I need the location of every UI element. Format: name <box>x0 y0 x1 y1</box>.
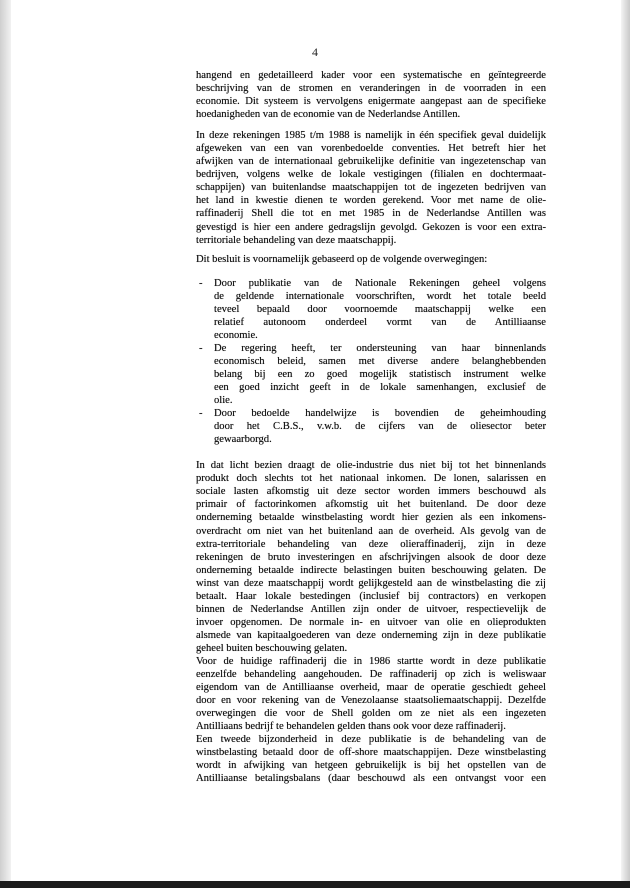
text-line: Door publikatie van de Nationale Rekeningen geheel volgens <box>214 277 546 289</box>
text-line: olie. <box>214 395 233 407</box>
text-line: betaalt. Haar lokale bestedingen (inclusief bij contractors) en verkopen <box>196 590 546 602</box>
bullet-item <box>196 277 546 342</box>
text-line: In deze rekeningen 1985 t/m 1988 is namelijk in één specifiek geval duidelijk <box>196 130 546 142</box>
text-line: Antilliaanse betalingsbalans (daar beschouwd als een ontvangst voor een <box>196 773 546 785</box>
text-line: binnen de Nederlandse Antillen zijn onder de uitvoer, respectievelijk de <box>196 603 546 615</box>
text-line: bedrijven, volgens welke de lokale vestigingen (filialen en dochtermaat- <box>196 169 546 181</box>
paragraph <box>196 655 546 733</box>
text-line: door het C.B.S., v.w.b. de cijfers van de oliesector beter <box>214 421 546 433</box>
scan-left-edge <box>0 0 11 881</box>
text-line: eenzelfde behandeling aangehouden. De raffinaderij op zich is weliswaar <box>196 669 546 681</box>
page-number: 4 <box>312 45 318 59</box>
text-line: territoriale behandeling van deze maatschappij. <box>196 234 397 246</box>
text-line: hangend en gedetailleerd kader voor een systematische en geïntegreerde <box>196 70 546 81</box>
paragraph <box>196 253 546 266</box>
paragraph <box>196 733 546 785</box>
bullet-item <box>196 407 546 446</box>
text-line: Voor de huidige raffinaderij die in 1986 startte wordt in deze publikatie <box>196 655 546 667</box>
text-line: alsmede van kapitaalgoederen van deze onderneming zijn in deze publikatie <box>196 629 546 641</box>
text-line: Een tweede bijzonderheid in deze publikatie is de behandeling van de <box>196 734 546 746</box>
text-line: invoer opgenomen. De normale in- en uitvoer van olie en olieprodukten <box>196 616 546 628</box>
text-line: extra-territoriale behandeling van deze olieraffinaderij, zijn in deze <box>196 538 546 550</box>
bullet-item <box>196 342 546 407</box>
paragraph <box>196 459 546 655</box>
paragraph <box>196 129 546 246</box>
scan-bottom-border <box>0 881 630 888</box>
text-line: sociale lasten afkomstig uit deze sector worden immers beschouwd als <box>196 486 546 498</box>
text-line: beschrijving van de stromen en veranderingen in de voorraden in een <box>196 83 546 95</box>
text-line: produkt doch slechts tot het nationaal inkomen. De lonen, salarissen en <box>196 473 546 485</box>
text-line: het land in kwestie dienen te worden gerekend. Voor met name de olie- <box>196 195 546 207</box>
text-line: winstbelasting betaald door de off-shore maatschappijen. Deze winstbelasting <box>196 747 546 759</box>
scan-right-edge <box>621 0 630 881</box>
text-line: schappijen) van buitenlandse maatschappijen tot de ingezeten bedrijven van <box>196 182 546 194</box>
document-body <box>196 69 546 785</box>
text-line: geheel buiten beschouwing gelaten. <box>196 642 348 654</box>
text-line: primair of factorinkomen afkomstig uit het buitenland. De door deze <box>196 499 546 511</box>
text-line: economie. <box>214 329 258 341</box>
bullet-dash-icon: - <box>199 408 203 420</box>
text-line: eigendom van de Antilliaanse overheid, maar de operatie geschiedt geheel <box>196 682 546 694</box>
text-line: door en voor rekening van de Venezolaanse staatsoliemaatschappij. Dezelfde <box>196 695 546 707</box>
text-line: overdracht om niet van het buitenland aan de overheid. Als gevolg van de <box>196 525 546 537</box>
text-line: afgeweken van een van vorenbedoelde conventies. Het betreft hier het <box>196 143 546 155</box>
bullet-dash-icon: - <box>199 342 203 354</box>
text-line: onderneming betaalde indirecte belastingen buiten beschouwing gelaten. De <box>196 564 546 576</box>
text-line: overwegingen die voor de Shell golden om ze niet als een ingezeten <box>196 708 546 720</box>
text-line: raffinaderij Shell die tot en met 1985 in de Nederlandse Antillen was <box>196 208 546 220</box>
text-line: belang bij een zo goed mogelijk statistisch instrument welke <box>214 368 546 380</box>
text-line: economie. Dit systeem is vervolgens enigermate aangepast aan de specifieke <box>196 96 546 108</box>
text-line: winst van deze maatschappij wordt gelijkgesteld aan de winstbelasting die zij <box>196 577 546 589</box>
text-line: De regering heeft, ter ondersteuning van haar binnenlands <box>214 342 546 354</box>
text-line: wordt in afwijking van hetgeen gebruikelijk is bij het opstellen van de <box>196 760 546 772</box>
text-line: Door bedoelde handelwijze is bovendien de geheimhouding <box>214 408 546 420</box>
text-line: teveel bepaald door voornoemde maatschappij welke een <box>214 303 546 315</box>
text-line: onderneming betaalde winstbelasting wordt hier gezien als een inkomens- <box>196 512 546 524</box>
text-line: Dit besluit is voornamelijk gebaseerd op de volgende overwegingen: <box>196 253 488 265</box>
text-line: gevestigd is hier een andere gedragslijn gevolgd. Gekozen is voor een extra- <box>196 221 546 233</box>
text-line: hoedanigheden van de economie van de Nederlandse Antillen. <box>196 109 461 121</box>
text-line: rekeningen de bruto investeringen en afschrijvingen alsook de door deze <box>196 551 546 563</box>
bullet-list <box>196 277 546 447</box>
text-line: de geldende internationale voorschriften, wordt het totale beeld <box>214 290 546 302</box>
text-line: relatief autonoom onderdeel vormt van de Antilliaanse <box>214 316 546 328</box>
text-line: economisch beleid, samen met diverse andere belanghebbenden <box>214 355 546 367</box>
paragraph <box>196 69 546 121</box>
text-line: afwijken van de internationaal gebruikelijke definitie van ingezetenschap van <box>196 156 546 168</box>
bullet-dash-icon: - <box>199 277 203 289</box>
text-line: een goed inzicht geeft in de lokale samenhangen, exclusief de <box>214 382 546 394</box>
text-line: gewaarborgd. <box>214 434 272 446</box>
text-line: Antilliaans bedrijf te behandelen gelden thans ook voor deze raffinaderij. <box>196 721 506 733</box>
text-line: In dat licht bezien draagt de olie-industrie dus niet bij tot het binnenlands <box>196 460 546 472</box>
